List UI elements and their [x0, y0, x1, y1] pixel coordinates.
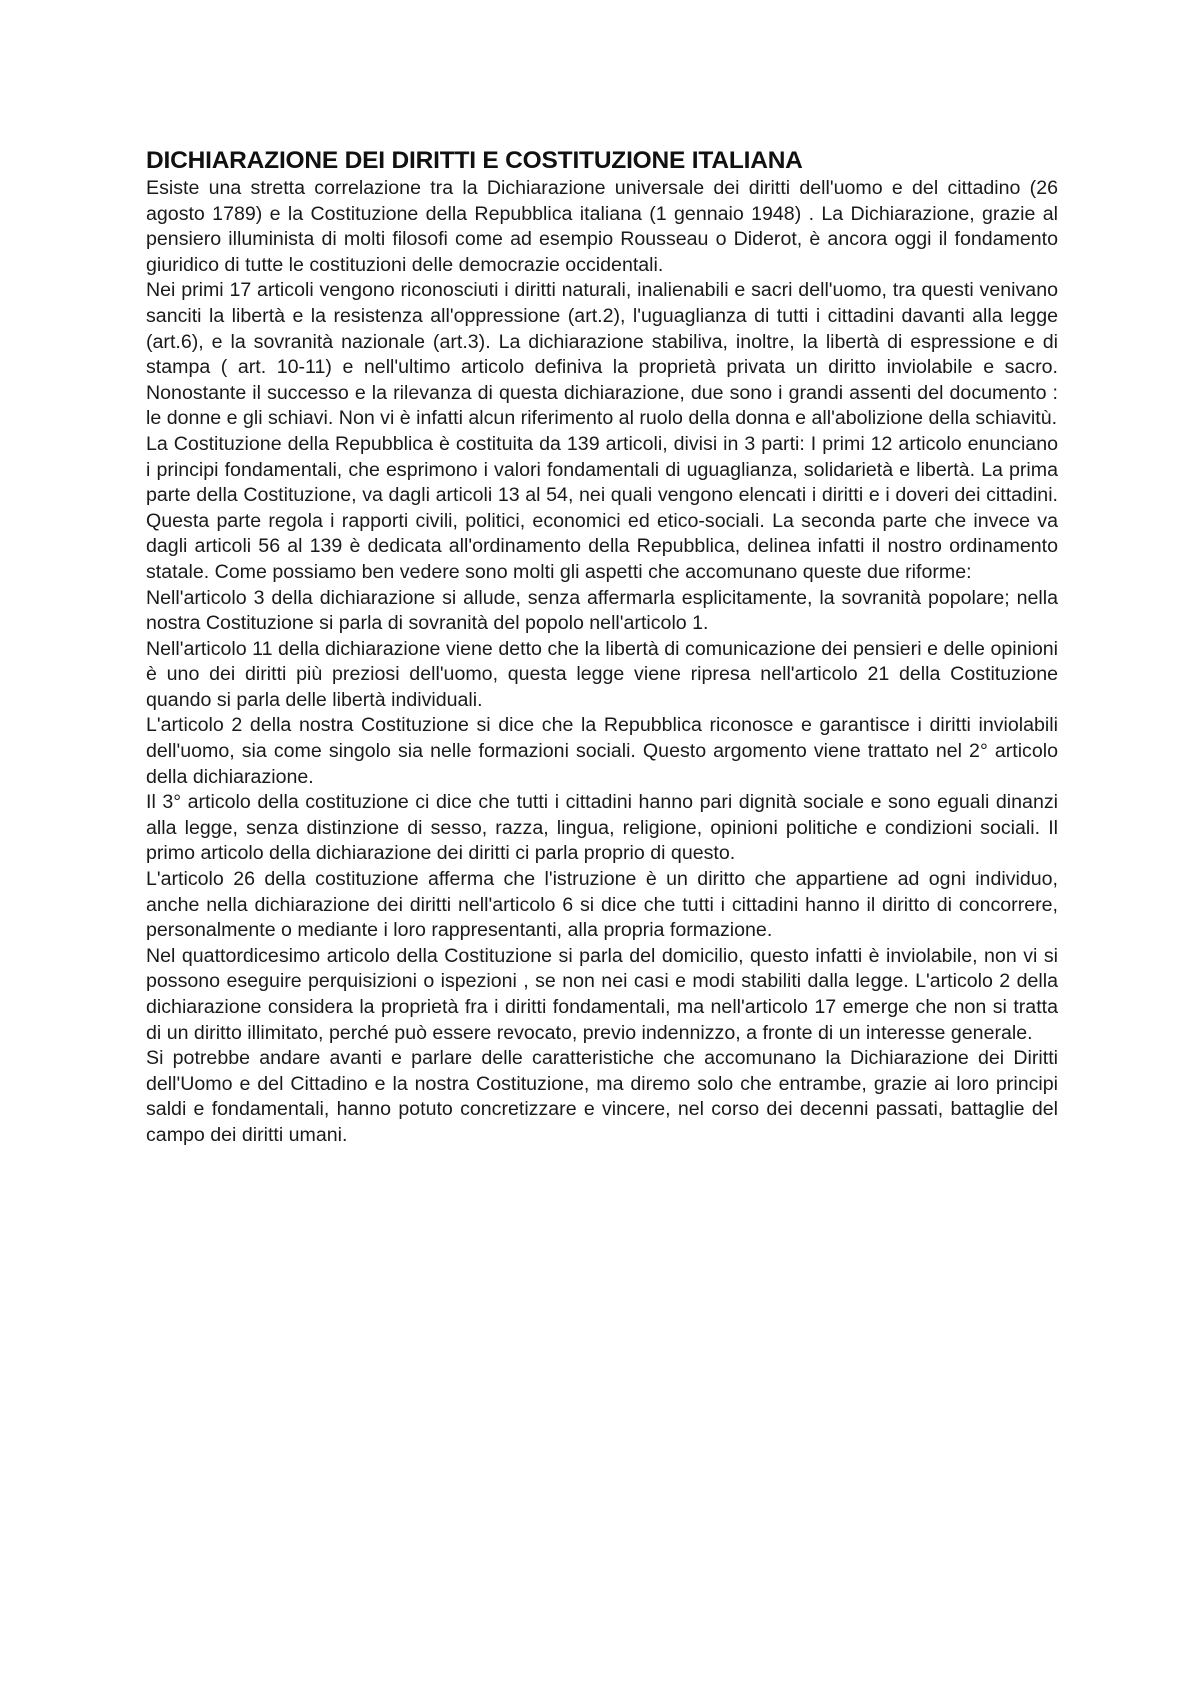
- paragraph-freedom-expression: Nell'articolo 11 della dichiarazione viene detto che la libertà di comunicazione dei pensieri e delle opinioni è uno dei diritti più preziosi dell'uomo, questa legge viene ripresa nell'articolo 21 della Costituzione quando si parla delle libertà individuali.: [146, 637, 1058, 711]
- paragraph-conclusion: Si potrebbe andare avanti e parlare delle caratteristiche che accomunano la Dichiarazione dei Diritti dell'Uomo e del Cittadino e la nostra Costituzione, ma diremo solo che entrambe, grazie ai loro principi saldi e fondamentali, hanno potuto concretizzare e vincere, nel corso dei decenni passati, battaglie del campo dei diritti umani.: [146, 1047, 1058, 1146]
- paragraph-education: L'articolo 26 della costituzione afferma che l'istruzione è un diritto che appartiene ad ogni individuo, anche nella dichiarazione dei diritti nell'articolo 6 si dice che tutti i cittadini hanno il diritto di concorrere, personalmente o mediante i loro rappresentanti, alla propria formazione.: [146, 868, 1058, 942]
- document-title: DICHIARAZIONE DEI DIRITTI E COSTITUZIONE ITALIANA: [146, 147, 803, 174]
- paragraph-constitution: La Costituzione della Repubblica è costituita da 139 articoli, divisi in 3 parti: I primi 12 articolo enunciano i principi fondamentali, che esprimono i valori fondamentali di uguaglianza, solidarietà e libertà. La prima parte della Costituzione, va dagli articoli 13 al 54, nei quali vengono elencati i diritti e i doveri dei cittadini. Questa parte regola i rapporti civili, politici, economici ed etico-sociali. La seconda parte che invece va dagli articoli 56 al 139 è dedicata all'ordinamento della Repubblica, delinea infatti il nostro ordinamento statale. Come possiamo ben vedere sono molti gli aspetti che accomunano queste due riforme:: [146, 432, 1058, 583]
- paragraph-sovereignty: Nell'articolo 3 della dichiarazione si allude, senza affermarla esplicitamente, la sovranità popolare; nella nostra Costituzione si parla di sovranità del popolo nell'articolo 1.: [146, 586, 1058, 635]
- paragraph-equality: Il 3° articolo della costituzione ci dice che tutti i cittadini hanno pari dignità sociale e sono eguali dinanzi alla legge, senza distinzione di sesso, razza, lingua, religione, opinioni politiche e condizioni sociali. Il primo articolo della dichiarazione dei diritti ci parla proprio di questo.: [146, 791, 1058, 865]
- document-body: [146, 146, 1058, 1149]
- paragraph-domicile-property: Nel quattordicesimo articolo della Costituzione si parla del domicilio, questo infatti è inviolabile, non vi si possono eseguire perquisizioni o ispezioni , se non nei casi e modi stabiliti dalla legge. L'articolo 2 della dichiarazione considera la proprietà fra i diritti fondamentali, ma nell'articolo 17 emerge che non si tratta di un diritto illimitato, perché può essere revocato, previo indennizzo, a fronte di un interesse generale.: [146, 944, 1058, 1044]
- paragraph-intro: Esiste una stretta correlazione tra la Dichiarazione universale dei diritti dell'uomo e del cittadino (26 agosto 1789) e la Costituzione della Repubblica italiana (1 gennaio 1948) . La Dichiarazione, grazie al pensiero illuminista di molti filosofi come ad esempio Rousseau o Diderot, è ancora oggi il fondamento giuridico di tutte le costituzioni delle democrazie occidentali.: [146, 177, 1058, 276]
- paragraph-first-articles: Nei primi 17 articoli vengono riconosciuti i diritti naturali, inalienabili e sacri dell'uomo, tra questi venivano sanciti la libertà e la resistenza all'oppressione (art.2), l'uguaglianza di tutti i cittadini davanti alla legge (art.6), e la sovranità nazionale (art.3). La dichiarazione stabiliva, inoltre, la libertà di espressione e di stampa ( art. 10-11) e nell'ultimo articolo definiva la proprietà privata un diritto inviolabile e sacro. Nonostante il successo e la rilevanza di questa dichiarazione, due sono i grandi assenti del documento : le donne e gli schiavi. Non vi è infatti alcun riferimento al ruolo della donna e all'abolizione della schiavitù.: [146, 279, 1058, 430]
- paragraph-inviolable-rights: L'articolo 2 della nostra Costituzione si dice che la Repubblica riconosce e garantisce i diritti inviolabili dell'uomo, sia come singolo sia nelle formazioni sociali. Questo argomento viene trattato nel 2° articolo della dichiarazione.: [146, 714, 1058, 788]
